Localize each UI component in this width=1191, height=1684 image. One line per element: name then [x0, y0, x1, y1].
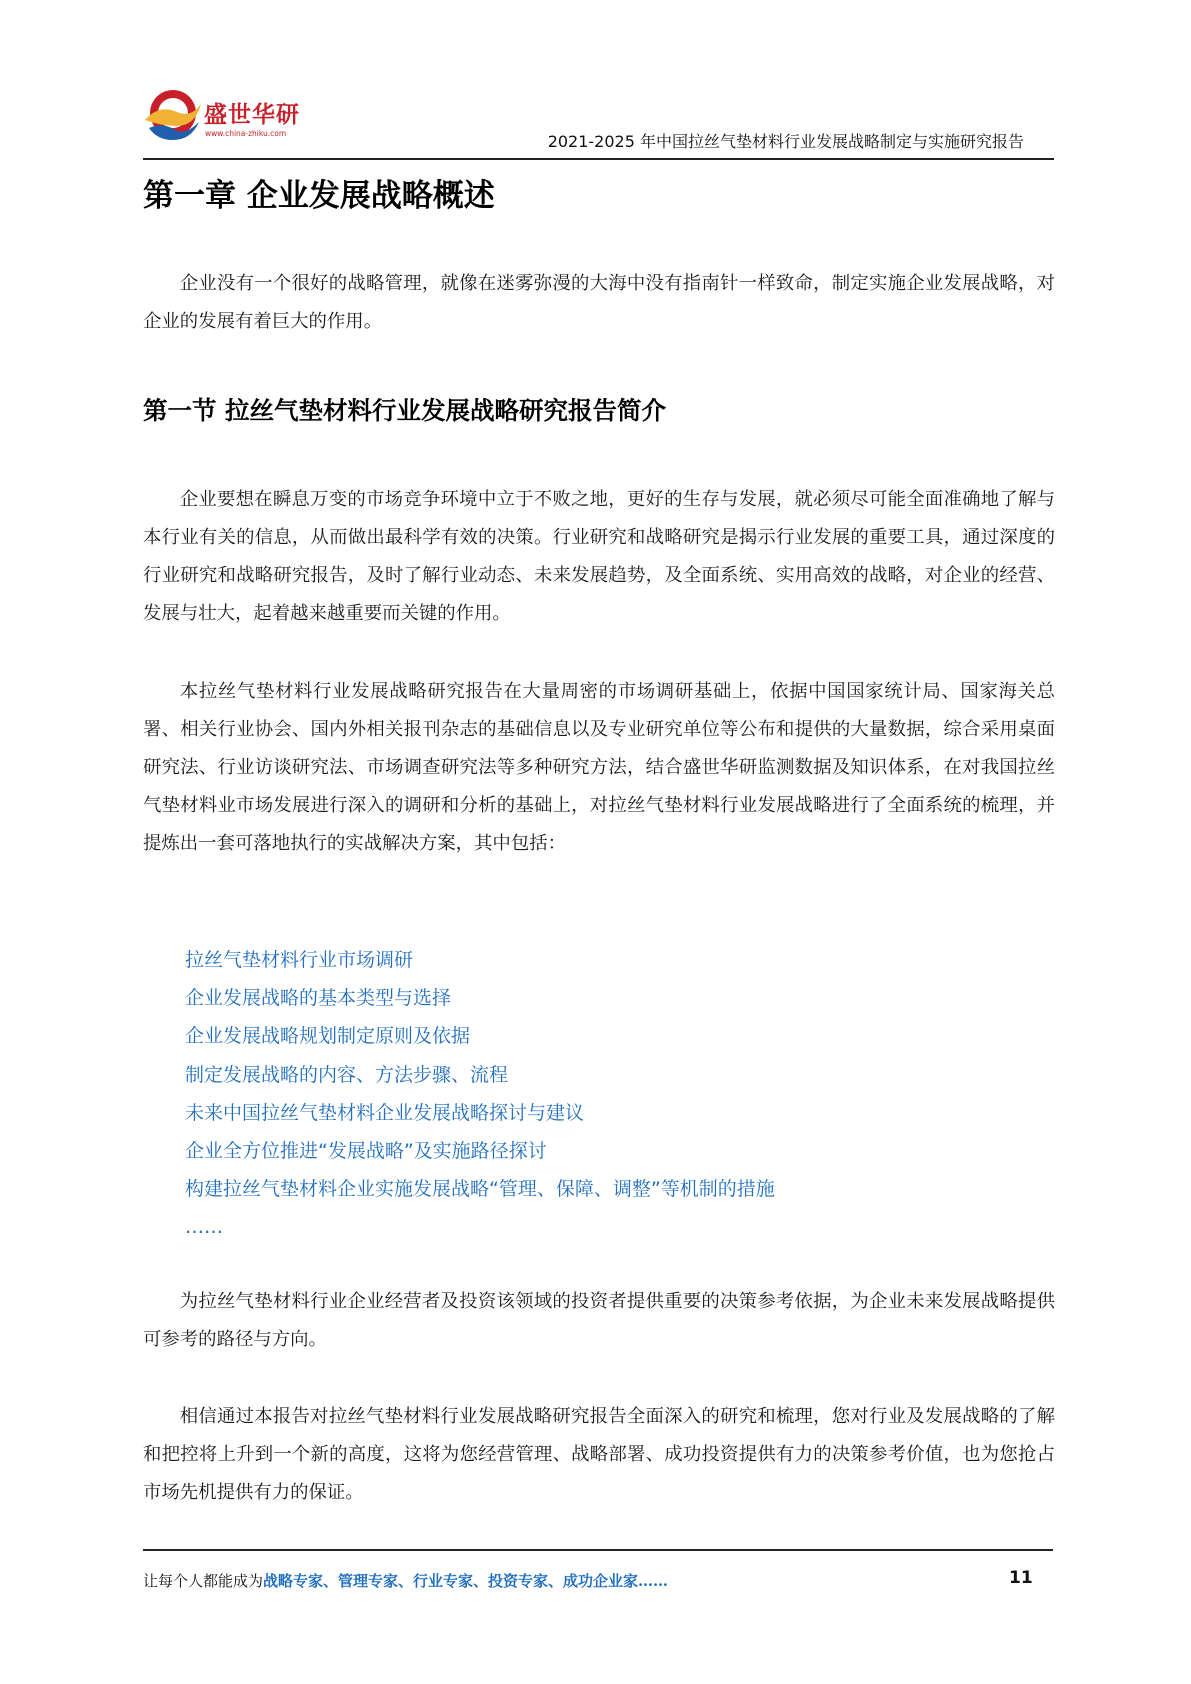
footer-prefix: 让每个人都能成为: [143, 1572, 264, 1590]
list-item[interactable]: 构建拉丝气垫材料企业实施发展战略“管理、保障、调整”等机制的措施: [185, 1178, 775, 1201]
list-item[interactable]: 企业全方位推进“发展战略”及实施路径探讨: [185, 1140, 547, 1163]
page-header: [143, 82, 1054, 160]
body-paragraph: 为拉丝气垫材料行业企业经营者及投资该领域的投资者提供重要的决策参考依据，为企业未来发展战略提供可参考的路径与方向。: [143, 1291, 1055, 1350]
list-item[interactable]: 企业发展战略规划制定原则及依据: [185, 1025, 471, 1048]
footer-divider: [143, 1549, 1053, 1551]
list-item[interactable]: 企业发展战略的基本类型与选择: [185, 987, 452, 1010]
chapter-title: 第一章 企业发展战略概述: [143, 178, 495, 214]
chapter-intro-paragraph: 企业没有一个很好的战略管理，就像在迷雾弥漫的大海中没有指南针一样致命，制定实施企业发展战略，对企业的发展有着巨大的作用。: [143, 273, 1055, 332]
footer-highlight: 战略专家、管理专家、行业专家、投资专家、成功企业家……: [263, 1572, 669, 1590]
contents-list: [185, 941, 775, 1247]
page-number: 11: [1009, 1568, 1033, 1588]
list-item[interactable]: 制定发展战略的内容、方法步骤、流程: [185, 1063, 509, 1086]
list-item[interactable]: 未来中国拉丝气垫材料企业发展战略探讨与建议: [185, 1101, 585, 1124]
body-paragraph: 企业要想在瞬息万变的市场竞争环境中立于不败之地，更好的生存与发展，就必须尽可能全面准确地了解与本行业有关的信息，从而做出最科学有效的决策。行业研究和战略研究是揭示行业发展的重要工具，通过深度的行业研究和战略研究报告，及时了解行业动态、未来发展趋势，及全面系统、实用高效的战略，对企业的经营、发展与壮大，起着越来越重要而关键的作用。: [143, 489, 1055, 624]
body-paragraph: 本拉丝气垫材料行业发展战略研究报告在大量周密的市场调研基础上，依据中国国家统计局、国家海关总署、相关行业协会、国内外相关报刊杂志的基础信息以及专业研究单位等公布和提供的大量数据，综合采用桌面研究法、行业访谈研究法、市场调查研究法等多种研究方法，结合盛世华研监测数据及知识体系，在对我国拉丝气垫材料业市场发展进行深入的调研和分析的基础上，对拉丝气垫材料行业发展战略进行了全面系统的梳理，并提炼出一套可落地执行的实战解决方案，其中包括：: [143, 681, 1055, 854]
company-logo: [143, 82, 313, 152]
logo-url: www.china-zhiku.com: [205, 129, 287, 138]
section-title: 第一节 拉丝气垫材料行业发展战略研究报告简介: [143, 396, 667, 425]
logo-emblem-icon: [143, 82, 205, 144]
list-item: ……: [185, 1216, 223, 1239]
list-item[interactable]: 拉丝气垫材料行业市场调研: [185, 949, 414, 971]
report-title: 2021-2025 年中国拉丝气垫材料行业发展战略制定与实施研究报告: [547, 132, 1024, 151]
footer-slogan: [143, 1570, 668, 1591]
body-paragraph: 相信通过本报告对拉丝气垫材料行业发展战略研究报告全面深入的研究和梳理，您对行业及发展战略的了解和把控将上升到一个新的高度，这将为您经营管理、战略部署、成功投资提供有力的决策参考价值，也为您抢占市场先机提供有力的保证。: [143, 1406, 1055, 1503]
logo-name: 盛世华研: [204, 102, 300, 128]
